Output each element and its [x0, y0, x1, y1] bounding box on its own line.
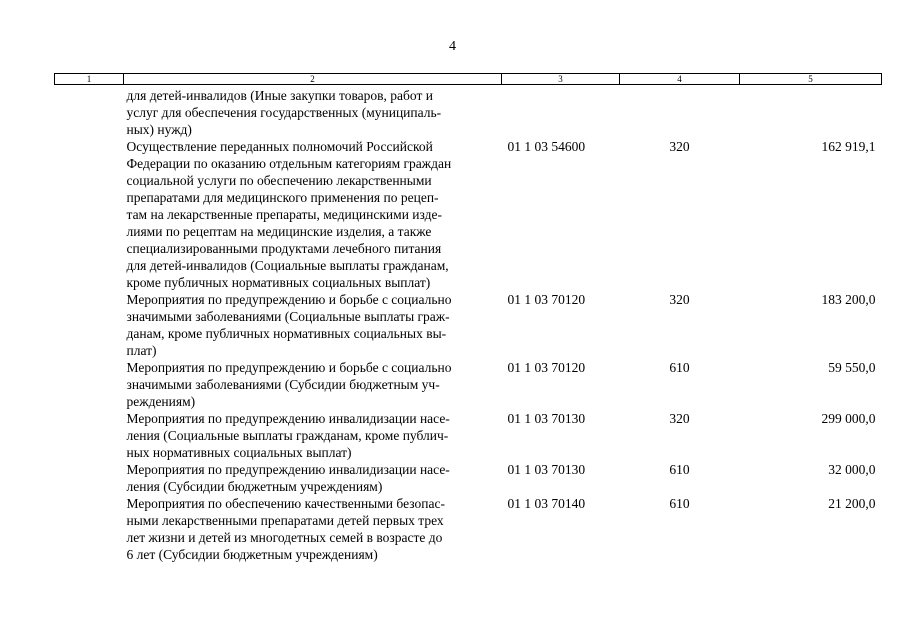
description-line: значимыми заболеваниями (Социальные выплаты граж-: [126, 309, 450, 324]
column-header-3: 3: [502, 74, 620, 85]
column-header-4: 4: [620, 74, 740, 85]
description-line: Мероприятия по предупреждению инвалидизации насе-: [126, 462, 450, 477]
description-line: Осуществление переданных полномочий Российской: [126, 139, 433, 154]
cell-amount: 21 200,0: [828, 496, 876, 511]
cell-empty: [55, 85, 124, 139]
cell-expense-type: 610: [669, 462, 690, 477]
description-line: плат): [126, 343, 157, 358]
description-line: значимыми заболеваниями (Субсидии бюджетным уч-: [126, 377, 440, 392]
column-header-2: 2: [124, 74, 502, 85]
cell-description: [124, 138, 502, 291]
cell-amount: 32 000,0: [828, 462, 876, 477]
description-line: Мероприятия по обеспечению качественными безопас-: [126, 496, 445, 511]
cell-description: [124, 461, 502, 495]
cell-empty: [55, 291, 124, 359]
description-line: для детей-инвалидов (Социальные выплаты гражданам,: [126, 258, 449, 273]
description-line: ления (Социальные выплаты гражданам, кроме публич-: [126, 428, 449, 443]
cell-target-code: 01 1 03 70140: [507, 496, 586, 511]
description-line: Мероприятия по предупреждению инвалидизации насе-: [126, 411, 450, 426]
cell-amount: [740, 85, 882, 139]
cell-target-code: 01 1 03 54600: [507, 139, 586, 154]
table-header: [55, 74, 882, 85]
cell-empty: [55, 410, 124, 461]
description-line: услуг для обеспечения государственных (муниципаль-: [126, 105, 442, 120]
cell-amount: 299 000,0: [821, 411, 876, 426]
description-line: там на лекарственные препараты, медицинскими изде-: [126, 207, 442, 222]
description-line: лиями по рецептам на медицинские изделия, а также: [126, 224, 432, 239]
cell-description: [124, 410, 502, 461]
cell-amount: 162 919,1: [821, 139, 876, 154]
cell-expense-type: [620, 85, 740, 139]
cell-target-code: 01 1 03 70130: [507, 411, 586, 426]
table-row: [55, 410, 882, 461]
cell-empty: [55, 461, 124, 495]
cell-amount: 59 550,0: [828, 360, 876, 375]
cell-expense-type: 610: [669, 360, 690, 375]
cell-description: [124, 359, 502, 410]
cell-expense-type: 320: [669, 139, 690, 154]
description-line: ными лекарственными препаратами детей первых трех: [126, 513, 444, 528]
budget-table: [54, 73, 882, 563]
description-line: 6 лет (Субсидии бюджетным учреждениям): [126, 547, 378, 562]
description-line: Мероприятия по предупреждению и борьбе с социально: [126, 360, 452, 375]
cell-target-code: 01 1 03 70120: [507, 292, 586, 307]
cell-empty: [55, 495, 124, 563]
description-line: Федерации по оказанию отдельным категориям граждан: [126, 156, 452, 171]
cell-target-code: [502, 85, 620, 139]
cell-expense-type: 320: [669, 411, 690, 426]
description-line: для детей-инвалидов (Иные закупки товаров, работ и: [126, 88, 433, 103]
cell-target-code: 01 1 03 70120: [507, 360, 586, 375]
table-row: [55, 291, 882, 359]
cell-description: [124, 495, 502, 563]
page-number: 4: [449, 39, 456, 54]
cell-empty: [55, 359, 124, 410]
cell-target-code: 01 1 03 70130: [507, 462, 586, 477]
description-line: кроме публичных нормативных социальных выплат): [126, 275, 431, 290]
description-line: лет жизни и детей из многодетных семей в возрасте до: [126, 530, 443, 545]
description-line: специализированными продуктами лечебного питания: [126, 241, 442, 256]
cell-expense-type: 320: [669, 292, 690, 307]
table-row: [55, 359, 882, 410]
description-line: реждениям): [126, 394, 196, 409]
description-line: Мероприятия по предупреждению и борьбе с социально: [126, 292, 452, 307]
column-header-1: 1: [55, 74, 124, 85]
cell-description: [124, 291, 502, 359]
cell-description: [124, 85, 502, 139]
table-row: [55, 495, 882, 563]
table-body: [55, 85, 882, 564]
description-line: препаратами для медицинского применения по рецеп-: [126, 190, 439, 205]
cell-empty: [55, 138, 124, 291]
column-header-5: 5: [740, 74, 882, 85]
cell-expense-type: 610: [669, 496, 690, 511]
table-row: [55, 138, 882, 291]
cell-amount: 183 200,0: [821, 292, 876, 307]
description-line: ных нормативных социальных выплат): [126, 445, 352, 460]
table-row: [55, 461, 882, 495]
description-line: социальной услуги по обеспечению лекарственными: [126, 173, 432, 188]
description-line: данам, кроме публичных нормативных социальных вы-: [126, 326, 447, 341]
table-row: [55, 85, 882, 139]
description-line: ных) нужд): [126, 122, 192, 137]
description-line: ления (Субсидии бюджетным учреждениям): [126, 479, 383, 494]
